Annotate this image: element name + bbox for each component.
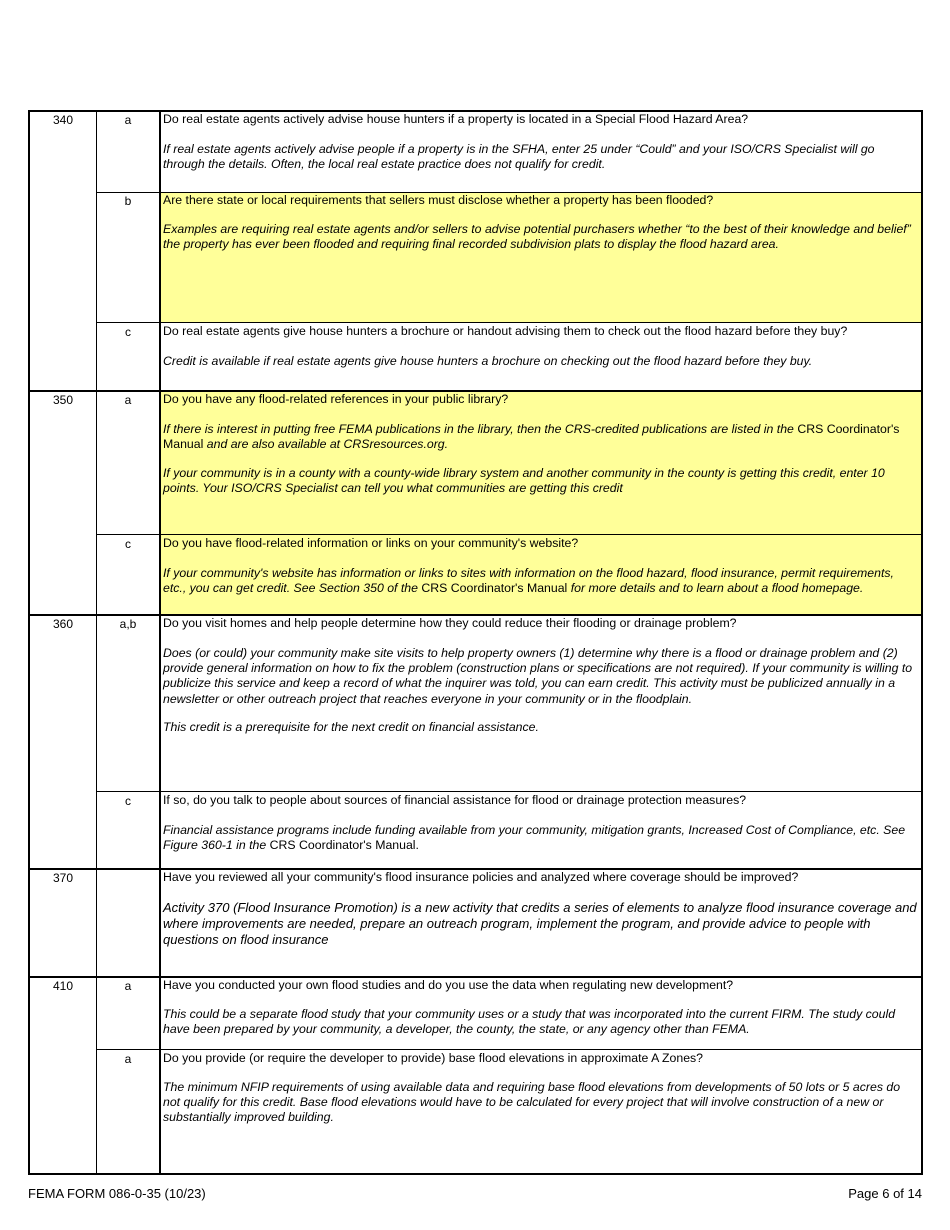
item-letter: b bbox=[124, 194, 132, 208]
question-text: Have you conducted your own flood studies and do you use the data when regulating new development? bbox=[163, 978, 734, 992]
item-letter: a bbox=[124, 113, 132, 127]
section-number: 350 bbox=[52, 393, 74, 407]
guidance-text: The minimum NFIP requirements of using available data and requiring base flood elevations from developments of 50 lots or 5 acres do not qualify for this credit. Base flood elevations would have to be calculated for every project that will involve construction of a new or substantially improved building. bbox=[163, 1080, 901, 1125]
question-text: Do real estate agents actively advise house hunters if a property is located in a Special Flood Hazard Area? bbox=[163, 112, 749, 126]
guidance-text-part: for more details and to learn about a flood homepage. bbox=[570, 581, 864, 596]
section-number: 360 bbox=[52, 617, 74, 631]
guidance-text-part: If there is interest in putting free FEMA publications in the library, then the CRS-credited publications are listed in the bbox=[163, 422, 794, 436]
guidance-text: Activity 370 (Flood Insurance Promotion) is a new activity that credits a series of elements to analyze flood insurance coverage and where improvements are needed, prepare an outreach program, implement the program, and provide advice to people with questions on flood insurance bbox=[163, 900, 917, 947]
table-border-right bbox=[921, 111, 923, 1175]
section-number: 410 bbox=[52, 979, 74, 993]
item-letter: c bbox=[125, 537, 131, 551]
highlight-350a bbox=[160, 391, 921, 534]
manual-reference: CRS Coordinator's Manual bbox=[163, 422, 900, 452]
guidance-text bbox=[163, 566, 919, 596]
question-text: Do you have flood-related information or links on your community's website? bbox=[163, 536, 579, 550]
question-text: Do you have any flood-related references in your public library? bbox=[163, 392, 509, 406]
manual-reference: CRS Coordinator's Manual. bbox=[269, 838, 419, 853]
item-letter: c bbox=[125, 794, 131, 808]
form-number: FEMA FORM 086-0-35 (10/23) bbox=[28, 1186, 206, 1201]
subrow-divider bbox=[96, 534, 923, 535]
question-text: Do you provide (or require the developer to provide) base flood elevations in approximate A Zones? bbox=[163, 1051, 704, 1065]
item-letter: c bbox=[125, 325, 131, 339]
item-letter: a,b bbox=[119, 617, 137, 631]
item-letter: a bbox=[124, 979, 132, 993]
question-text: Do real estate agents give house hunters a brochure or handout advising them to check out the flood hazard before they buy? bbox=[163, 324, 848, 338]
item-letter: a bbox=[124, 1052, 132, 1066]
guidance-text bbox=[163, 823, 919, 853]
column-divider-2 bbox=[159, 111, 161, 1175]
highlight-340b bbox=[160, 193, 921, 323]
page-number: Page 6 of 14 bbox=[848, 1186, 922, 1201]
guidance-text: Credit is available if real estate agents give house hunters a brochure on checking out the flood hazard before they buy. bbox=[163, 354, 813, 368]
section-number: 340 bbox=[52, 113, 74, 127]
subrow-divider bbox=[96, 322, 923, 323]
item-letter: a bbox=[124, 393, 132, 407]
row-divider bbox=[28, 1173, 923, 1175]
column-divider-1 bbox=[96, 111, 97, 1175]
guidance-text-part: and are also available at CRSresources.org. bbox=[206, 437, 449, 452]
subrow-divider bbox=[96, 1049, 923, 1050]
table-border-left bbox=[28, 111, 30, 1175]
question-text: Have you reviewed all your community's flood insurance policies and analyzed where coverage should be improved? bbox=[163, 870, 799, 884]
guidance-text bbox=[163, 422, 919, 452]
guidance-text: Does (or could) your community make site visits to help property owners (1) determine why there is a flood or drainage problem and (2) provide general information on how to fix the problem (construction plans or specifications are not required). If your community is willing to publicize this service and keep a record of what the inquirer was told, you can earn credit. This activity must be publicized annually in a newsletter or other outreach project that reaches everyone in your community or in the floodplain. bbox=[163, 646, 913, 706]
guidance-text-part: If your community's website has information or links to sites with information on the flood hazard, flood insurance, permit requirements, etc., you can get credit. See Section 350 of the bbox=[163, 566, 894, 596]
subrow-divider bbox=[96, 791, 923, 792]
guidance-text-part: Financial assistance programs include funding available from your community, mitigation grants, Increased Cost of Compliance, etc. See Figure 360-1 in the bbox=[163, 823, 906, 853]
guidance-text: This could be a separate flood study that your community uses or a study that was incorporated into the current FIRM. The study could have been prepared by your community, a developer, the county, the state, or any agency other than FEMA. bbox=[163, 1007, 896, 1037]
guidance-text: If your community is in a county with a county-wide library system and another community in the county is getting this credit, enter 10 points. Your ISO/CRS Specialist can tell you what communities are getting this credit bbox=[163, 466, 885, 496]
question-text: If so, do you talk to people about sources of financial assistance for flood or drainage protection measures? bbox=[163, 793, 747, 807]
manual-reference: CRS Coordinator's Manual bbox=[421, 581, 568, 596]
guidance-text: Examples are requiring real estate agents and/or sellers to advise potential purchasers whether “to the best of their knowledge and belief” the property has ever been flooded and requiring final recorded subdivision plats to display the flood hazard area. bbox=[163, 222, 911, 252]
section-number: 370 bbox=[52, 871, 74, 885]
question-text: Are there state or local requirements that sellers must disclose whether a property has been flooded? bbox=[163, 193, 714, 207]
guidance-text: If real estate agents actively advise people if a property is in the SFHA, enter 25 under “Could” and your ISO/CRS Specialist will go through the details. Often, the local real estate practice does not qualify for credit. bbox=[163, 142, 875, 172]
guidance-text: This credit is a prerequisite for the next credit on financial assistance. bbox=[163, 720, 539, 734]
question-text: Do you visit homes and help people determine how they could reduce their flooding or drainage problem? bbox=[163, 616, 737, 630]
